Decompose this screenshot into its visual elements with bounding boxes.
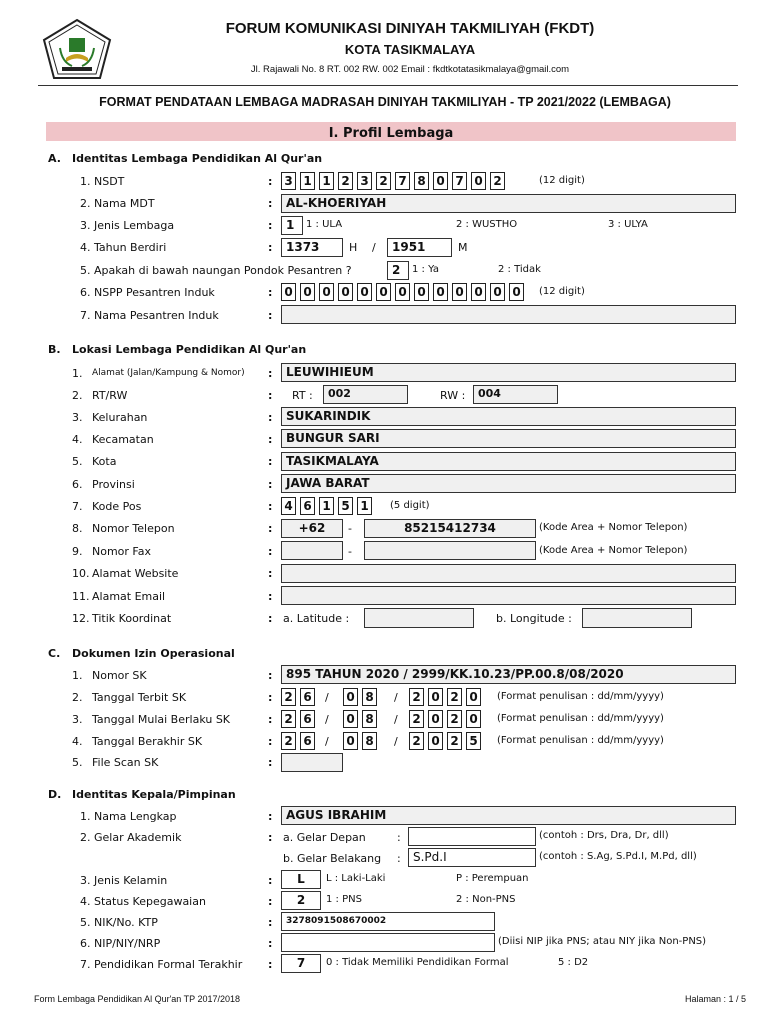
colon: :	[268, 713, 273, 726]
digit-cell[interactable]: 1	[319, 172, 334, 190]
mulai-sk-no: 3.	[72, 713, 83, 726]
latitude-label: a. Latitude :	[283, 612, 350, 625]
rw-label: RW :	[440, 389, 466, 402]
section-c-title: Dokumen Izin Operasional	[72, 647, 235, 660]
jenis-opt-ula: 1 : ULA	[306, 219, 343, 230]
section-band	[46, 122, 736, 141]
jk-opt-laki: L : Laki-Laki	[326, 873, 386, 884]
nama-kepala-label: 1. Nama Lengkap	[80, 810, 177, 823]
nspp-label: 6. NSPP Pesantren Induk	[80, 286, 215, 299]
footer-right: Halaman : 1 / 5	[684, 994, 746, 1004]
terbit-month-digits[interactable]	[343, 688, 377, 706]
email-field[interactable]	[281, 586, 736, 605]
jk-opt-perempuan: P : Perempuan	[456, 873, 529, 884]
nama-mdt-field[interactable]: AL-KHOERIYAH	[281, 194, 736, 213]
date-separator: /	[325, 713, 329, 726]
nsdt-digits[interactable]	[281, 172, 505, 190]
digit-cell[interactable]: 5	[466, 732, 481, 750]
gelar-depan-note: (contoh : Drs, Dra, Dr, dll)	[539, 830, 669, 841]
digit-cell[interactable]: 0	[433, 172, 448, 190]
digit-cell[interactable]: 6	[300, 710, 315, 728]
nik-field[interactable]: 3278091508670002	[281, 912, 495, 931]
digit-cell[interactable]: 1	[300, 172, 315, 190]
digit-cell[interactable]: 0	[452, 283, 467, 301]
colon: :	[397, 852, 401, 865]
colon: :	[268, 545, 273, 558]
digit-cell[interactable]: 8	[362, 732, 377, 750]
digit-cell[interactable]: 2	[490, 172, 505, 190]
email-label: Alamat Email	[92, 590, 166, 603]
terbit-year-digits[interactable]	[409, 688, 481, 706]
tahun-berdiri-label: 4. Tahun Berdiri	[80, 241, 167, 254]
jenis-kelamin-label: 3. Jenis Kelamin	[80, 874, 168, 887]
rt-field[interactable]: 002	[323, 385, 408, 404]
date-separator: /	[325, 735, 329, 748]
colon: :	[268, 916, 273, 929]
colon: :	[268, 590, 273, 603]
akhir-note: (Format penulisan : dd/mm/yyyy)	[497, 735, 664, 746]
provinsi-no: 6.	[72, 478, 83, 491]
date-separator: /	[394, 735, 398, 748]
terbit-day-digits[interactable]	[281, 688, 315, 706]
jenis-opt-wustho: 2 : WUSTHO	[456, 219, 518, 230]
jenis-lembaga-label: 3. Jenis Lembaga	[80, 219, 175, 232]
rw-field[interactable]: 004	[473, 385, 558, 404]
rtrw-no: 2.	[72, 389, 83, 402]
longitude-label: b. Longitude :	[496, 612, 572, 625]
digit-cell[interactable]: 2	[409, 710, 424, 728]
digit-cell[interactable]: 7	[395, 172, 410, 190]
akhir-day-digits[interactable]	[281, 732, 315, 750]
kode-pos-no: 7.	[72, 500, 83, 513]
colon: :	[268, 433, 273, 446]
mulai-sk-label: Tanggal Mulai Berlaku SK	[92, 713, 231, 726]
colon: :	[268, 958, 273, 971]
jenis-lembaga-field[interactable]: 1	[281, 216, 303, 235]
kota-label: Kota	[92, 455, 117, 468]
date-separator: /	[394, 691, 398, 704]
pondok-opt-ya: 1 : Ya	[412, 264, 439, 275]
latitude-field[interactable]	[364, 608, 474, 628]
fax-dash: -	[348, 545, 352, 558]
org-city: KOTA TASIKMALAYA	[344, 42, 476, 57]
nama-pesantren-label: 7. Nama Pesantren Induk	[80, 309, 219, 322]
digit-cell[interactable]: 0	[428, 688, 443, 706]
pondok-field[interactable]: 2	[387, 261, 409, 280]
koordinat-no: 12.	[72, 612, 90, 625]
section-a-letter: A.	[48, 152, 61, 165]
kota-field[interactable]: TASIKMALAYA	[281, 452, 736, 471]
pendidikan-label: 7. Pendidikan Formal Terakhir	[80, 958, 243, 971]
digit-cell[interactable]: 0	[281, 283, 296, 301]
akhir-sk-label: Tanggal Berakhir SK	[92, 735, 203, 748]
kota-no: 5.	[72, 455, 83, 468]
colon: :	[268, 874, 273, 887]
nomor-sk-no: 1.	[72, 669, 83, 682]
koordinat-label: Titik Koordinat	[92, 612, 172, 625]
jenis-kelamin-field[interactable]: L	[281, 870, 321, 889]
rt-label: RT :	[292, 389, 313, 402]
kecamatan-no: 4.	[72, 433, 83, 446]
colon: :	[268, 478, 273, 491]
telepon-field[interactable]: 85215412734	[364, 519, 536, 538]
nama-mdt-label: 2. Nama MDT	[80, 197, 155, 210]
colon: :	[268, 612, 273, 625]
colon: :	[268, 389, 273, 402]
gelar-label: 2. Gelar Akademik	[80, 831, 182, 844]
digit-cell[interactable]: 4	[281, 497, 296, 515]
telepon-no: 8.	[72, 522, 83, 535]
hijriah-label: H	[349, 241, 358, 254]
digit-cell[interactable]: 2	[281, 710, 296, 728]
digit-cell[interactable]: 0	[428, 732, 443, 750]
pondok-opt-tidak: 2 : Tidak	[498, 264, 541, 275]
colon: :	[397, 831, 401, 844]
band-title: I. Profil Lembaga	[328, 126, 454, 141]
header-rule	[38, 85, 738, 86]
gelar-belakang-note: (contoh : S.Ag, S.Pd.I, M.Pd, dll)	[539, 851, 697, 862]
colon: :	[268, 175, 273, 188]
nip-label: 6. NIP/NIY/NRP	[80, 937, 161, 950]
kode-pos-label: Kode Pos	[92, 500, 142, 513]
status-opt-nonpns: 2 : Non-PNS	[456, 894, 516, 905]
gelar-depan-field[interactable]	[408, 827, 536, 846]
colon: :	[268, 455, 273, 468]
alamat-no: 1.	[72, 367, 83, 380]
digit-cell[interactable]: 0	[433, 283, 448, 301]
mulai-note: (Format penulisan : dd/mm/yyyy)	[497, 713, 664, 724]
colon: :	[268, 411, 273, 424]
kode-pos-note: (5 digit)	[390, 500, 430, 511]
scan-sk-field[interactable]	[281, 753, 343, 772]
telepon-dash: -	[348, 522, 352, 535]
digit-cell[interactable]: 0	[471, 283, 486, 301]
email-no: 11.	[72, 590, 90, 603]
gelar-belakang-label: b. Gelar Belakang	[283, 852, 382, 865]
colon: :	[268, 286, 273, 299]
nomor-sk-label: Nomor SK	[92, 669, 147, 682]
section-b-title: Lokasi Lembaga Pendidikan Al Qur'an	[72, 343, 307, 356]
digit-cell[interactable]: 0	[357, 283, 372, 301]
colon: :	[268, 669, 273, 682]
colon: :	[268, 831, 273, 844]
provinsi-label: Provinsi	[92, 478, 135, 491]
nspp-note: (12 digit)	[539, 286, 585, 297]
website-field[interactable]	[281, 564, 736, 583]
form-title: FORMAT PENDATAAN LEMBAGA MADRASAH DINIYAH TAKMILIYAH - TP 2021/2022 (LEMBAGA)	[99, 95, 671, 109]
nama-pesantren-field[interactable]	[281, 305, 736, 324]
colon: :	[268, 500, 273, 513]
akhir-sk-no: 4.	[72, 735, 83, 748]
colon: :	[268, 735, 273, 748]
digit-cell[interactable]: 8	[414, 172, 429, 190]
kelurahan-no: 3.	[72, 411, 83, 424]
fax-label: Nomor Fax	[92, 545, 151, 558]
digit-cell[interactable]: 1	[319, 497, 334, 515]
org-title: FORUM KOMUNIKASI DINIYAH TAKMILIYAH (FKDT)	[225, 20, 595, 37]
digit-cell[interactable]: 2	[409, 732, 424, 750]
website-label: Alamat Website	[92, 567, 179, 580]
nip-field[interactable]	[281, 933, 495, 952]
digit-cell[interactable]: 0	[471, 172, 486, 190]
fax-no: 9.	[72, 545, 83, 558]
mulai-day-digits[interactable]	[281, 710, 315, 728]
digit-cell[interactable]: 2	[281, 688, 296, 706]
digit-cell[interactable]: 6	[300, 732, 315, 750]
digit-cell[interactable]: 8	[362, 688, 377, 706]
org-address: Jl. Rajawali No. 8 RT. 002 RW. 002 Email : fkdtkotatasikmalaya@gmail.com	[250, 64, 570, 75]
digit-cell[interactable]: 0	[300, 283, 315, 301]
terbit-note: (Format penulisan : dd/mm/yyyy)	[497, 691, 664, 702]
website-no: 10.	[72, 567, 90, 580]
pend-opt-0: 0 : Tidak Memiliki Pendidikan Formal	[326, 957, 509, 968]
colon: :	[268, 197, 273, 210]
digit-cell[interactable]: 2	[447, 710, 462, 728]
date-separator: /	[325, 691, 329, 704]
nama-kepala-field[interactable]: AGUS IBRAHIM	[281, 806, 736, 825]
rtrw-label: RT/RW	[92, 389, 128, 402]
nik-label: 5. NIK/No. KTP	[80, 916, 158, 929]
digit-cell[interactable]: 6	[300, 688, 315, 706]
digit-cell[interactable]: 2	[281, 732, 296, 750]
digit-cell[interactable]: 2	[409, 688, 424, 706]
nip-note: (Diisi NIP jika PNS; atau NIY jika Non-PNS)	[498, 936, 707, 947]
fax-note: (Kode Area + Nomor Telepon)	[539, 545, 688, 556]
alamat-label: Alamat (Jalan/Kampung & Nomor)	[92, 368, 245, 378]
date-separator: /	[394, 713, 398, 726]
section-c-letter: C.	[48, 647, 61, 660]
kecamatan-label: Kecamatan	[92, 433, 154, 446]
colon: :	[268, 895, 273, 908]
digit-cell[interactable]: 2	[376, 172, 391, 190]
colon: :	[268, 219, 273, 232]
footer-left: Form Lembaga Pendidikan Al Qur'an TP 2017/2018	[34, 994, 241, 1004]
digit-cell[interactable]: 0	[414, 283, 429, 301]
colon: :	[268, 567, 273, 580]
nsdt-note: (12 digit)	[539, 175, 585, 186]
digit-cell[interactable]: 0	[428, 710, 443, 728]
jenis-opt-ulya: 3 : ULYA	[608, 219, 648, 230]
alamat-field[interactable]: LEUWIHIEUM	[281, 363, 736, 382]
telepon-label: Nomor Telepon	[92, 522, 175, 535]
section-d-title: Identitas Kepala/Pimpinan	[72, 788, 236, 801]
colon: :	[268, 309, 273, 322]
kelurahan-label: Kelurahan	[92, 411, 148, 424]
digit-cell[interactable]: 8	[362, 710, 377, 728]
scan-sk-label: File Scan SK	[92, 756, 159, 769]
kelurahan-field[interactable]: SUKARINDIK	[281, 407, 736, 426]
nsdt-label: 1. NSDT	[80, 175, 125, 188]
longitude-field[interactable]	[582, 608, 692, 628]
digit-cell[interactable]: 0	[376, 283, 391, 301]
digit-cell[interactable]: 0	[319, 283, 334, 301]
telepon-note: (Kode Area + Nomor Telepon)	[539, 522, 688, 533]
gelar-belakang-field[interactable]: S.Pd.I	[408, 848, 536, 867]
gelar-depan-label: a. Gelar Depan	[283, 831, 366, 844]
colon: :	[268, 367, 273, 380]
scan-sk-no: 5.	[72, 756, 83, 769]
mulai-month-digits[interactable]	[343, 710, 377, 728]
colon: :	[268, 691, 273, 704]
digit-cell[interactable]: 1	[357, 497, 372, 515]
kode-pos-digits[interactable]	[281, 497, 372, 515]
digit-cell[interactable]: 7	[452, 172, 467, 190]
pendidikan-field[interactable]: 7	[281, 954, 321, 973]
telepon-area-field[interactable]: +62	[281, 519, 343, 538]
status-opt-pns: 1 : PNS	[326, 894, 362, 905]
tahun-masehi-field[interactable]: 1951	[387, 238, 452, 257]
section-a-title: Identitas Lembaga Pendidikan Al Qur'an	[72, 152, 323, 165]
colon: :	[268, 756, 273, 769]
digit-cell[interactable]: 5	[338, 497, 353, 515]
digit-cell[interactable]: 6	[300, 497, 315, 515]
terbit-sk-no: 2.	[72, 691, 83, 704]
nomor-sk-field[interactable]: 895 TAHUN 2020 / 2999/KK.10.23/PP.00.8/08/2020	[281, 665, 736, 684]
mulai-year-digits[interactable]	[409, 710, 481, 728]
colon: :	[268, 810, 273, 823]
year-separator: /	[372, 241, 376, 254]
section-b-letter: B.	[48, 343, 61, 356]
digit-cell[interactable]: 3	[281, 172, 296, 190]
colon: :	[268, 522, 273, 535]
status-label: 4. Status Kepegawaian	[80, 895, 206, 908]
logo	[42, 18, 112, 80]
pondok-label: 5. Apakah di bawah naungan Pondok Pesantren ?	[80, 264, 352, 277]
status-field[interactable]: 2	[281, 891, 321, 910]
digit-cell[interactable]: 0	[466, 688, 481, 706]
akhir-year-digits[interactable]	[409, 732, 481, 750]
colon: :	[268, 937, 273, 950]
colon: :	[268, 241, 273, 254]
digit-cell[interactable]: 0	[466, 710, 481, 728]
digit-cell[interactable]: 0	[509, 283, 524, 301]
digit-cell[interactable]: 0	[338, 283, 353, 301]
nspp-digits[interactable]	[281, 283, 524, 301]
section-d-letter: D.	[48, 788, 62, 801]
digit-cell[interactable]: 2	[447, 688, 462, 706]
fax-field[interactable]	[364, 541, 536, 560]
tahun-hijriah-field[interactable]: 1373	[281, 238, 343, 257]
digit-cell[interactable]: 0	[343, 732, 358, 750]
digit-cell[interactable]: 0	[490, 283, 505, 301]
akhir-month-digits[interactable]	[343, 732, 377, 750]
digit-cell[interactable]: 2	[338, 172, 353, 190]
provinsi-field[interactable]: JAWA BARAT	[281, 474, 736, 493]
digit-cell[interactable]: 0	[343, 688, 358, 706]
pend-opt-5: 5 : D2	[558, 957, 589, 968]
digit-cell[interactable]: 0	[343, 710, 358, 728]
masehi-label: M	[458, 241, 468, 254]
digit-cell[interactable]: 2	[447, 732, 462, 750]
terbit-sk-label: Tanggal Terbit SK	[92, 691, 187, 704]
digit-cell[interactable]: 0	[395, 283, 410, 301]
digit-cell[interactable]: 3	[357, 172, 372, 190]
kecamatan-field[interactable]: BUNGUR SARI	[281, 429, 736, 448]
fax-area-field[interactable]	[281, 541, 343, 560]
